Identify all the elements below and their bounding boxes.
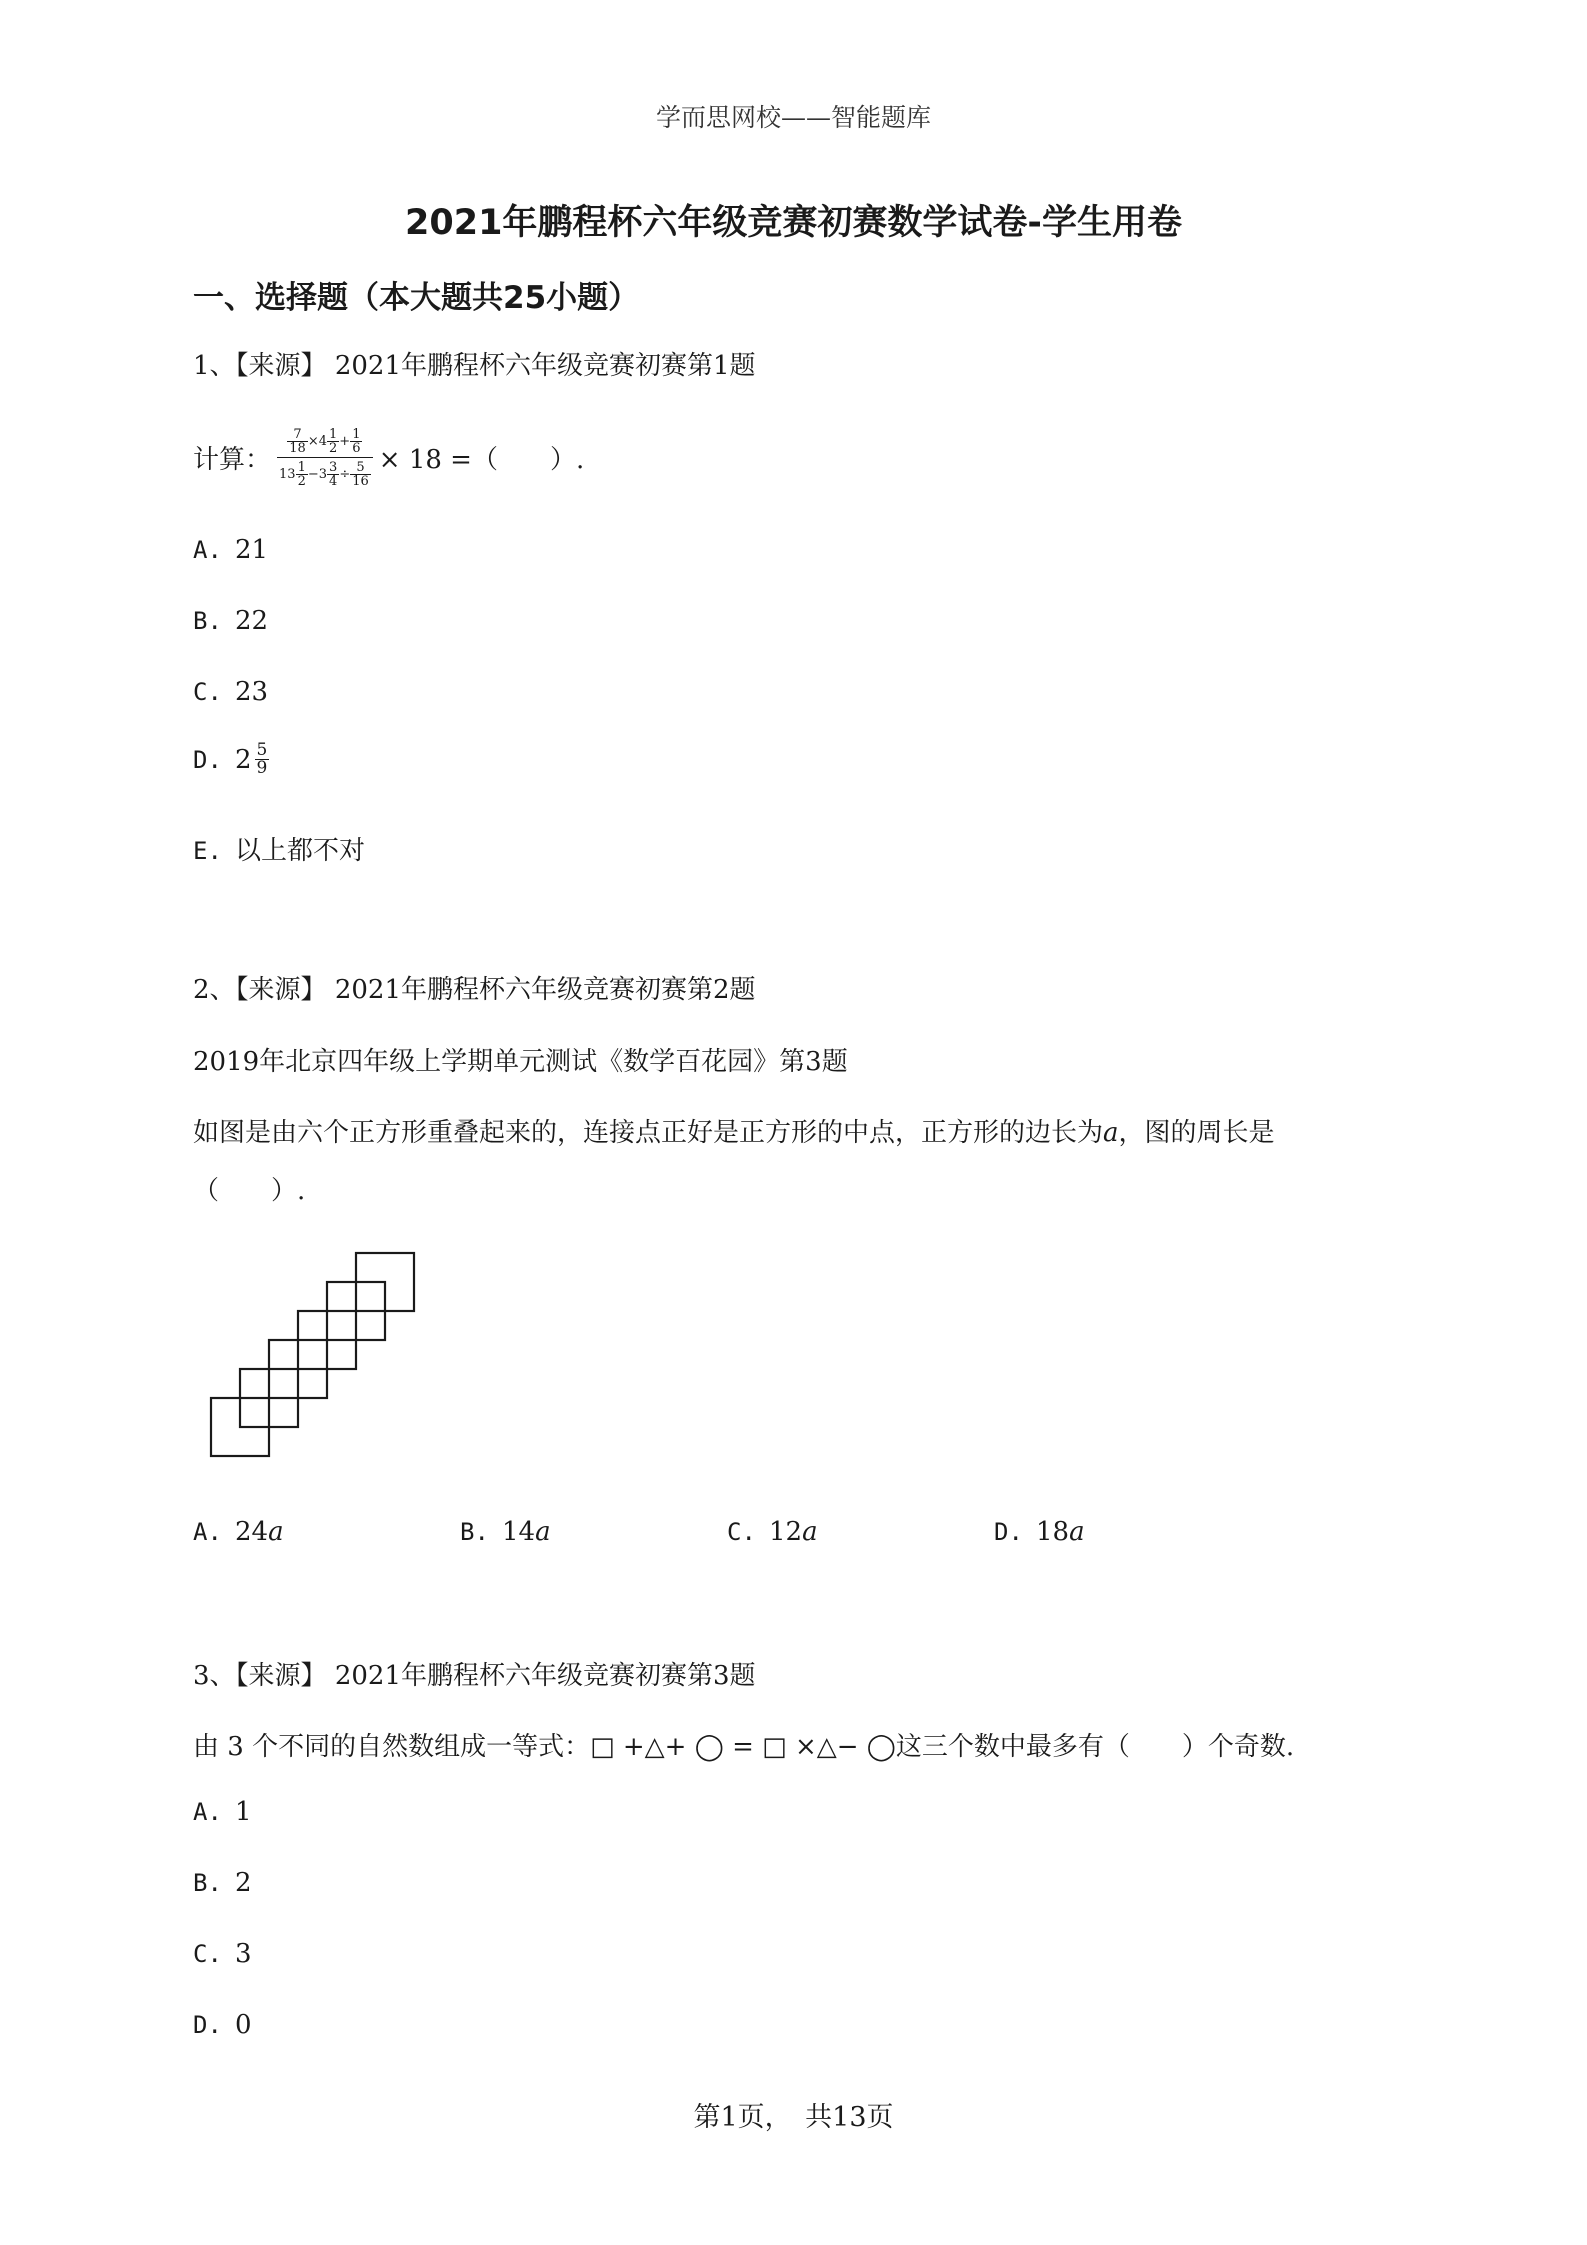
q1-source: 2021年鹏程杯六年级竞赛初赛第1题 <box>334 351 756 381</box>
q3-option-c: C. 3 <box>193 1939 252 1969</box>
q2-source-line: 2、【来源】 2021年鹏程杯六年级竞赛初赛第2题 <box>193 975 756 1005</box>
q2-stem-line1: 如图是由六个正方形重叠起来的，连接点正好是正方形的中点，正方形的边长为a，图的周长是 <box>193 1118 1275 1148</box>
q1-option-a: A. 21 <box>193 535 269 565</box>
q1-main-numerator: $\frac{7}{18}$ ×4 $\frac{1}{2}$ + $\frac{1}{6}$ <box>277 428 373 458</box>
section-heading: 一、选择题（本大题共25小题） <box>193 280 640 316</box>
q3-option-b: B. 2 <box>193 1868 252 1898</box>
q2-option-b: B. 14a <box>460 1517 551 1547</box>
q2-option-d: D. 18a <box>994 1517 1085 1547</box>
q2-option-a: A. 24a <box>193 1517 284 1547</box>
q1-stem <box>193 415 584 500</box>
q1-source-tag: 【来源】 <box>235 351 327 381</box>
q2-options-row <box>193 1517 1261 1547</box>
q1-option-e: E. 以上都不对 <box>193 836 366 866</box>
q3-source-line: 3、【来源】 2021年鹏程杯六年级竞赛初赛第3题 <box>193 1661 756 1691</box>
q2-option-c: C. 12a <box>727 1517 818 1547</box>
q3-stem: 由 3 个不同的自然数组成一等式：□ +△+ ◯ = □ ×△− ◯这三个数中最多有（ ）个奇数. <box>193 1732 1295 1762</box>
q1-main-denominator: 13 $\frac{1}{2}$ −3 $\frac{3}{4}$ ÷ $\frac{5}{16}$ <box>279 459 369 489</box>
q1-stem-suffix: × 18 =（ ）. <box>378 445 585 475</box>
q1-option-b: B. 22 <box>193 606 269 636</box>
q2-stem-line2: （ ）. <box>193 1176 306 1206</box>
q1-option-d: D. 2 $\frac{5}{9}$ <box>193 740 268 778</box>
q1-source-line <box>193 345 756 382</box>
q2-source2: 2019年北京四年级上学期单元测试《数学百花园》第3题 <box>193 1047 848 1077</box>
overlapping-squares-figure <box>205 1250 435 1470</box>
q1-number: 1、 <box>193 351 236 381</box>
q3-option-a: A. 1 <box>193 1797 252 1827</box>
q1-stem-prefix: 计算： <box>193 445 272 475</box>
page-title: 2021年鹏程杯六年级竞赛初赛数学试卷-学生用卷 <box>405 203 1182 243</box>
page-footer: 第1页， 共13页 <box>693 2102 894 2133</box>
q1-main-fraction <box>277 428 373 488</box>
page-header: 学而思网校——智能题库 <box>655 103 931 132</box>
q1-option-c: C. 23 <box>193 677 269 707</box>
q3-option-d: D. 0 <box>193 2010 252 2040</box>
